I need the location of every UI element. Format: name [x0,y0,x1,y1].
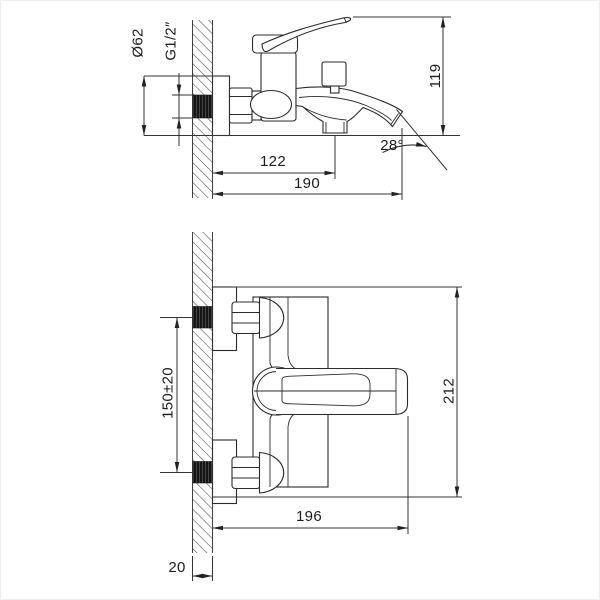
pipe-thread-bottom-front [193,462,213,484]
escutcheon-side [213,76,230,136]
hex-nut-top-front [232,302,260,334]
hex-nut-bottom-front [232,457,260,489]
diverter-knob-side [322,62,346,86]
valve-body-side [251,91,292,119]
dim-escutcheon-diameter-label: Ø62 [129,28,147,58]
dim-thread-size-label: G1/2″ [162,21,180,61]
dim-outlet-reach-label: 122 [260,153,286,170]
pipe-thread-side [193,95,213,118]
dim-total-width-label: 196 [296,508,322,525]
handle-front [253,367,408,415]
spout-side [296,87,403,133]
dim-total-height-label: 212 [440,378,458,404]
side-view [130,17,461,200]
wall-section-front [193,232,213,553]
faucet-body-side [230,18,403,134]
front-view [160,232,463,581]
dim-wall-thickness-label: 20 [168,559,186,576]
dim-height-label: 119 [427,63,444,89]
dim-connection-centers-label: 150±20 [159,367,177,419]
pipe-thread-top-front [193,307,213,329]
diverter-stem-side [331,86,340,93]
dim-total-reach-label: 190 [294,175,320,192]
dim-spout-angle-label: 28° [380,137,404,154]
hex-nut-side [230,88,253,123]
